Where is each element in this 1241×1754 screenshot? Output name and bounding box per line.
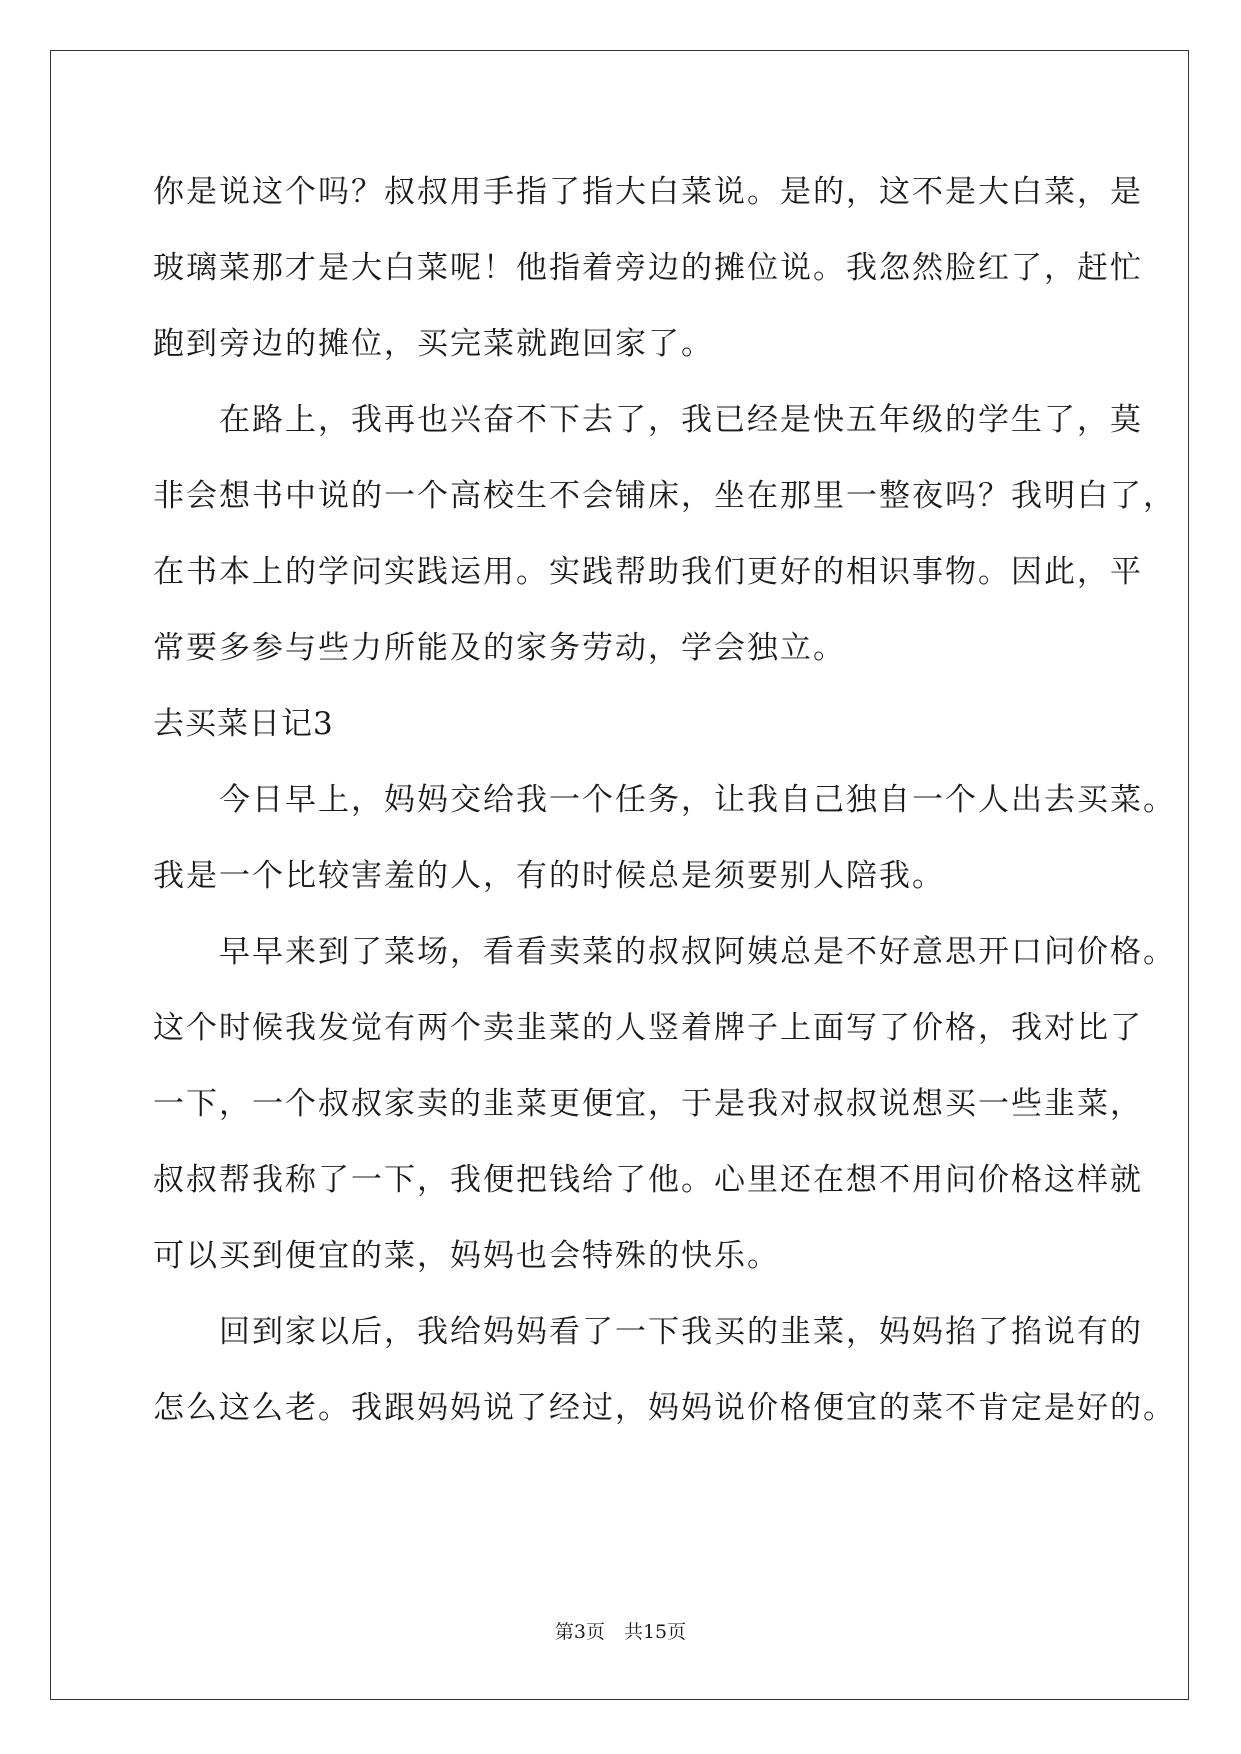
section-heading: 去买菜日记3 xyxy=(153,706,334,742)
text-line: 在路上，我再也兴奋不下去了，我已经是快五年级的学生了，莫 xyxy=(153,402,1143,438)
text-line: 常要多参与些力所能及的家务劳动，学会独立。 xyxy=(153,630,846,666)
text-line: 可以买到便宜的菜，妈妈也会特殊的快乐。 xyxy=(153,1238,780,1274)
text-line: 今日早上，妈妈交给我一个任务，让我自己独自一个人出去买菜。 xyxy=(153,782,1176,818)
text-line: 这个时候我发觉有两个卖韭菜的人竖着牌子上面写了价格，我对比了 xyxy=(153,1010,1143,1046)
page-footer xyxy=(0,1620,1241,1644)
text-line: 你是说这个吗？叔叔用手指了指大白菜说。是的，这不是大白菜，是 xyxy=(153,174,1143,210)
text-line: 在书本上的学问实践运用。实践帮助我们更好的相识事物。因此，平 xyxy=(153,554,1143,590)
text-line: 一下，一个叔叔家卖的韭菜更便宜，于是我对叔叔说想买一些韭菜， xyxy=(153,1086,1143,1122)
page-number: 第3页 共15页 xyxy=(554,1621,687,1643)
text-line: 回到家以后，我给妈妈看了一下我买的韭菜，妈妈掐了掐说有的 xyxy=(153,1314,1143,1350)
text-line: 早早来到了菜场，看看卖菜的叔叔阿姨总是不好意思开口问价格。 xyxy=(153,934,1176,970)
text-line: 怎么这么老。我跟妈妈说了经过，妈妈说价格便宜的菜不肯定是好的。 xyxy=(153,1390,1176,1426)
text-line: 我是一个比较害羞的人，有的时候总是须要别人陪我。 xyxy=(153,858,945,894)
text-line: 叔叔帮我称了一下，我便把钱给了他。心里还在想不用问价格这样就 xyxy=(153,1162,1143,1198)
text-line: 玻璃菜那才是大白菜呢！他指着旁边的摊位说。我忽然脸红了，赶忙 xyxy=(153,250,1143,286)
text-line: 非会想书中说的一个高校生不会铺床，坐在那里一整夜吗？我明白了， xyxy=(153,478,1176,514)
document-body xyxy=(153,164,1176,1456)
text-line: 跑到旁边的摊位，买完菜就跑回家了。 xyxy=(153,326,714,362)
